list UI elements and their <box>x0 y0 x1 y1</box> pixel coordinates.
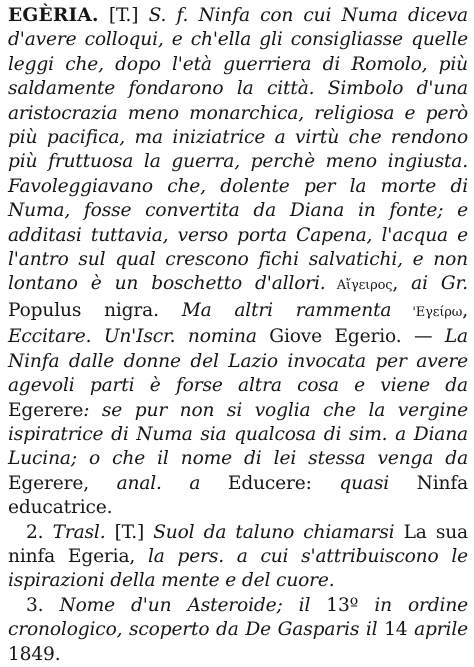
entry-text-segment: La sua ninfa Egeria, <box>8 521 468 567</box>
entry-text-segment: Nome d'un Asteroide; il <box>59 594 311 616</box>
entry-text-segment: Egerere <box>8 399 84 421</box>
entry-text-segment: Giove Egerio. — <box>256 326 445 348</box>
entry-sense-3 <box>8 594 468 667</box>
entry-text-segment: 1849. <box>8 643 61 665</box>
entry-text-segment: , <box>462 299 469 321</box>
entry-egeria <box>8 4 468 521</box>
entry-text-segment: quasi <box>339 472 390 494</box>
entry-text-segment: aprile <box>414 619 468 641</box>
entry-text-segment: EGÈRIA. <box>8 5 99 26</box>
entry-text-segment: Ma altri rammenta <box>181 299 392 321</box>
entry-text-segment: 'Εγείρω <box>391 304 463 320</box>
entry-text-segment: 13º <box>310 594 375 616</box>
entry-text-segment: in ordine cronologico, scoperto da De Gasparis il <box>8 594 468 641</box>
entry-text-segment: Egerere, <box>8 472 117 494</box>
entry-sense-2 <box>8 521 468 594</box>
entry-text-segment: Eccitare. Un'Iscr. nomina <box>8 326 257 348</box>
entry-text-segment: Suol da taluno chiamarsi <box>153 521 395 543</box>
entry-text-segment: [T.] <box>98 5 149 26</box>
entry-text-segment: : se pur non si voglia che la vergine ispiratrice di Numa sia qualcosa di sim. a Diana Lucina; o che il nome di lei stessa venga da <box>8 399 468 470</box>
entry-text-segment: la pers. a cui s'attribuiscono le ispirazioni della mente e del cuore. <box>8 545 468 592</box>
entry-text-segment: anal. a <box>116 472 201 494</box>
entry-text-segment: S. f. Ninfa con cui Numa diceva d'avere colloqui, e ch'ella gli consigliasse quelle leggi che, dopo l'età guerriera di Romolo, più saldamente fondarono la città. Simbolo d'una aristocrazia meno monarchica, religiosa e però più pacifica, ma iniziatrice a virtù che rendono più fruttuosa la guerra, perchè meno ingiusta. Favoleggiavano che, dolente per la morte di Numa, fosse convertita da Diana in fonte; e additasi tuttavia, verso porta Capena, l'acqua e l'antro sul qual crescono fichi salvatichi, e non lontano è un boschetto d'allori. <box>8 5 468 295</box>
entry-text-segment: ai Gr. <box>411 273 468 295</box>
entry-text-segment: , <box>392 273 412 295</box>
entry-text-segment: Educere: <box>200 472 340 494</box>
entry-text-segment: 2. <box>26 521 53 543</box>
entry-text-segment: Ninfa educatrice. <box>8 472 469 519</box>
entry-text-segment: 3. <box>26 594 60 616</box>
entry-text-segment: Populus nigra. <box>8 299 182 321</box>
entry-text-segment: Αἴγειρος <box>325 278 393 294</box>
entry-text-segment: La Ninfa dalle donne del Lazio invocata per avere agevoli parti è forse altra cosa e viene da <box>8 326 468 397</box>
entry-text-segment: Trasl. <box>52 521 106 543</box>
entry-text-segment: [T.] <box>105 521 154 543</box>
entry-text-segment: 14 <box>377 619 415 641</box>
